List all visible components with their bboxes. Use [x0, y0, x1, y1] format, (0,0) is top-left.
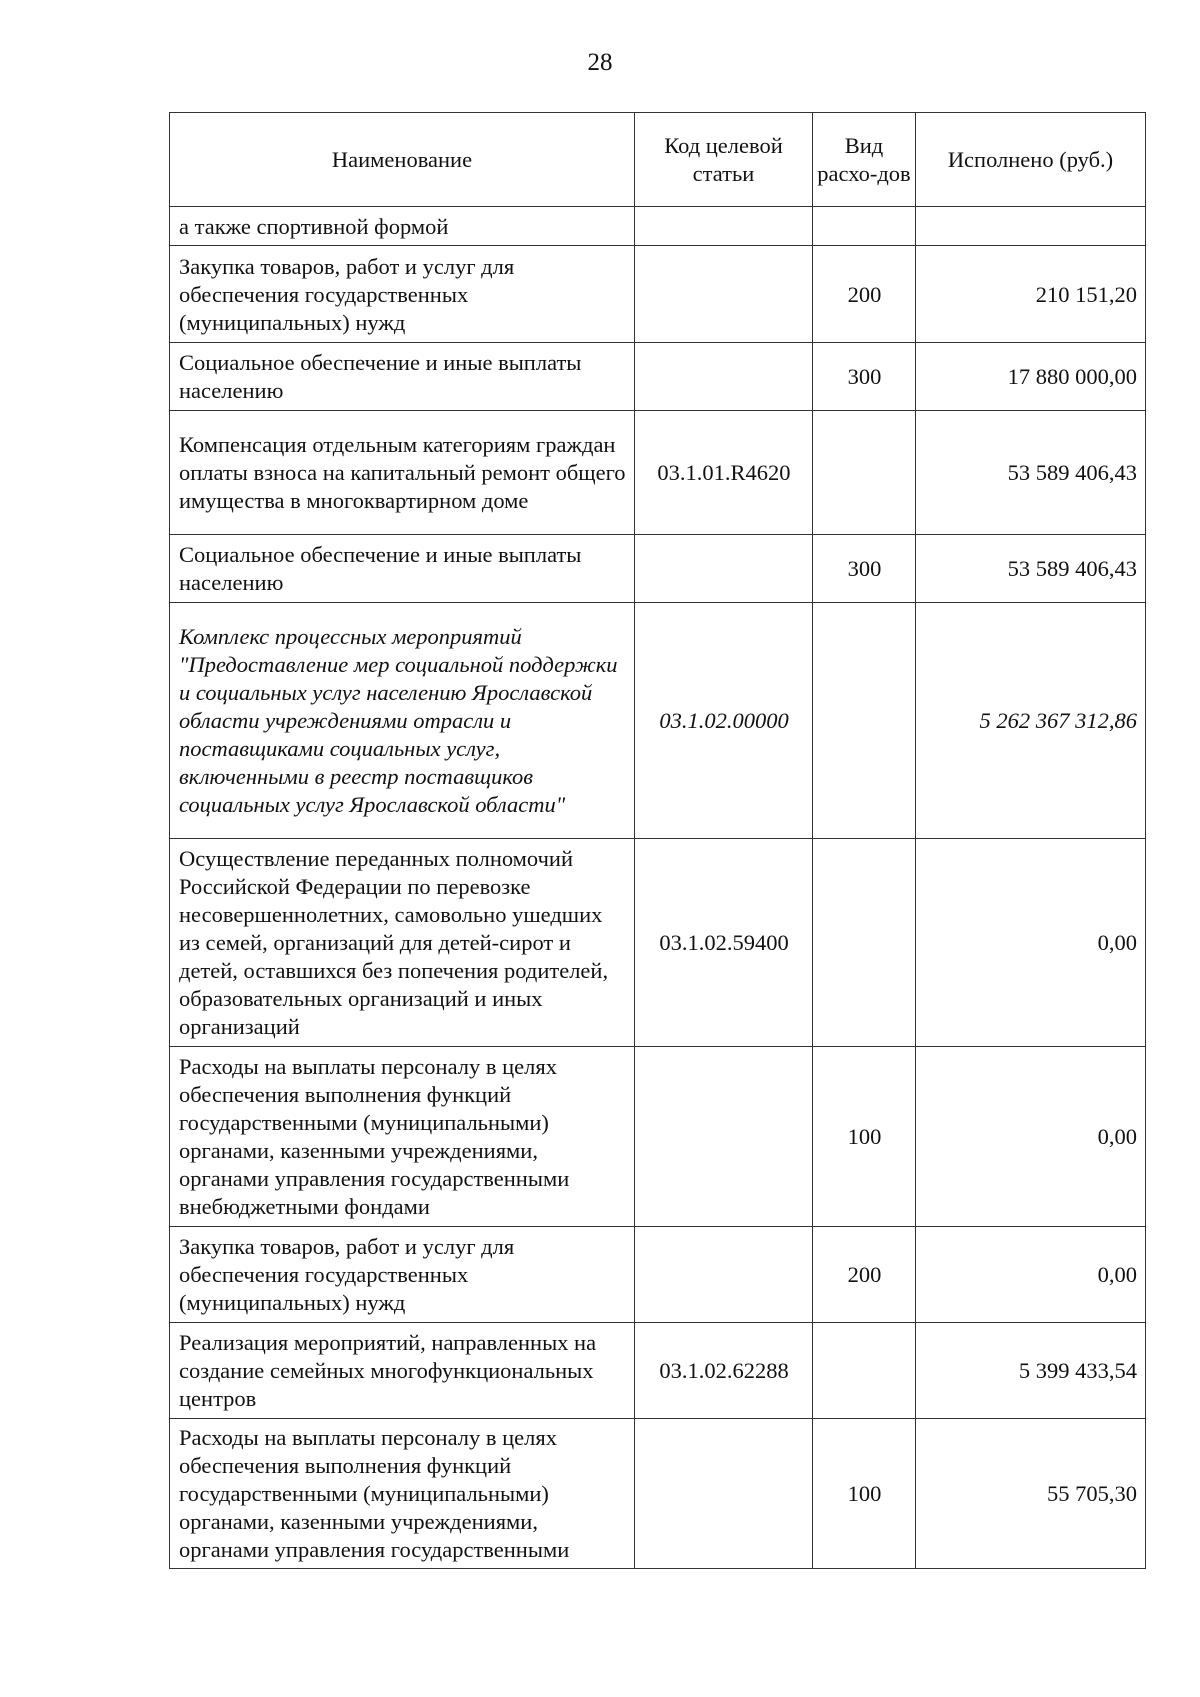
table-row — [170, 207, 1146, 246]
table-row — [170, 343, 1146, 411]
table-header-row — [170, 113, 1146, 207]
header-code: Код целевой статьи — [635, 113, 813, 207]
table-row — [170, 535, 1146, 603]
row-code — [635, 535, 813, 603]
row-done: 0,00 — [916, 1047, 1146, 1227]
row-code — [635, 1419, 813, 1569]
row-name: а также спортивной формой — [170, 207, 635, 246]
row-code — [635, 207, 813, 246]
row-code: 03.1.02.62288 — [635, 1323, 813, 1419]
table-row — [170, 1227, 1146, 1323]
expenditure-table — [169, 112, 1146, 1569]
row-name: Закупка товаров, работ и услуг для обеспечения государственных (муниципальных) нужд — [170, 246, 635, 343]
row-kind: 200 — [813, 246, 916, 343]
row-code: 03.1.01.R4620 — [635, 411, 813, 535]
row-kind: 300 — [813, 535, 916, 603]
row-kind: 100 — [813, 1419, 916, 1569]
row-kind — [813, 603, 916, 839]
row-name: Реализация мероприятий, направленных на создание семейных многофункциональных центров — [170, 1323, 635, 1419]
row-kind: 300 — [813, 343, 916, 411]
header-done: Исполнено (руб.) — [916, 113, 1146, 207]
page-number: 28 — [587, 49, 613, 76]
table-row — [170, 411, 1146, 535]
row-done: 0,00 — [916, 1227, 1146, 1323]
table-row — [170, 1419, 1146, 1569]
header-kind: Вид расхо-дов — [813, 113, 916, 207]
row-code: 03.1.02.00000 — [635, 603, 813, 839]
row-done: 5 262 367 312,86 — [916, 603, 1146, 839]
row-kind: 200 — [813, 1227, 916, 1323]
row-kind — [813, 411, 916, 535]
row-code — [635, 246, 813, 343]
row-name: Осуществление переданных полномочий Российской Федерации по перевозке несовершеннолетних, самовольно ушедших из семей, организаций для детей-сирот и детей, оставшихся без попечения родителей, образовательных организаций и иных организаций — [170, 839, 635, 1047]
row-done: 0,00 — [916, 839, 1146, 1047]
row-code: 03.1.02.59400 — [635, 839, 813, 1047]
row-name: Расходы на выплаты персоналу в целях обеспечения выполнения функций государственными (муниципальными) органами, казенными учреждениями, органами управления государственными внебюджетными фондами — [170, 1047, 635, 1227]
row-code — [635, 1047, 813, 1227]
table-row — [170, 1323, 1146, 1419]
row-done: 53 589 406,43 — [916, 411, 1146, 535]
table-row — [170, 603, 1146, 839]
row-done: 55 705,30 — [916, 1419, 1146, 1569]
row-name: Социальное обеспечение и иные выплаты населению — [170, 535, 635, 603]
row-done — [916, 207, 1146, 246]
row-done: 5 399 433,54 — [916, 1323, 1146, 1419]
row-code — [635, 343, 813, 411]
row-code — [635, 1227, 813, 1323]
table-row — [170, 246, 1146, 343]
row-kind — [813, 839, 916, 1047]
row-name: Закупка товаров, работ и услуг для обеспечения государственных (муниципальных) нужд — [170, 1227, 635, 1323]
table-row — [170, 1047, 1146, 1227]
row-done: 53 589 406,43 — [916, 535, 1146, 603]
row-done: 210 151,20 — [916, 246, 1146, 343]
row-kind — [813, 207, 916, 246]
row-done: 17 880 000,00 — [916, 343, 1146, 411]
table-row — [170, 839, 1146, 1047]
row-name: Расходы на выплаты персоналу в целях обеспечения выполнения функций государственными (муниципальными) органами, казенными учреждениями, органами управления государственными — [170, 1419, 635, 1569]
header-name: Наименование — [170, 113, 635, 207]
row-kind — [813, 1323, 916, 1419]
row-name: Комплекс процессных мероприятий "Предоставление мер социальной поддержки и социальных услуг населению Ярославской области учреждениями отрасли и поставщиками социальных услуг, включенными в реестр поставщиков социальных услуг Ярославской области" — [170, 603, 635, 839]
row-kind: 100 — [813, 1047, 916, 1227]
row-name: Компенсация отдельным категориям граждан оплаты взноса на капитальный ремонт общего имущества в многоквартирном доме — [170, 411, 635, 535]
row-name: Социальное обеспечение и иные выплаты населению — [170, 343, 635, 411]
